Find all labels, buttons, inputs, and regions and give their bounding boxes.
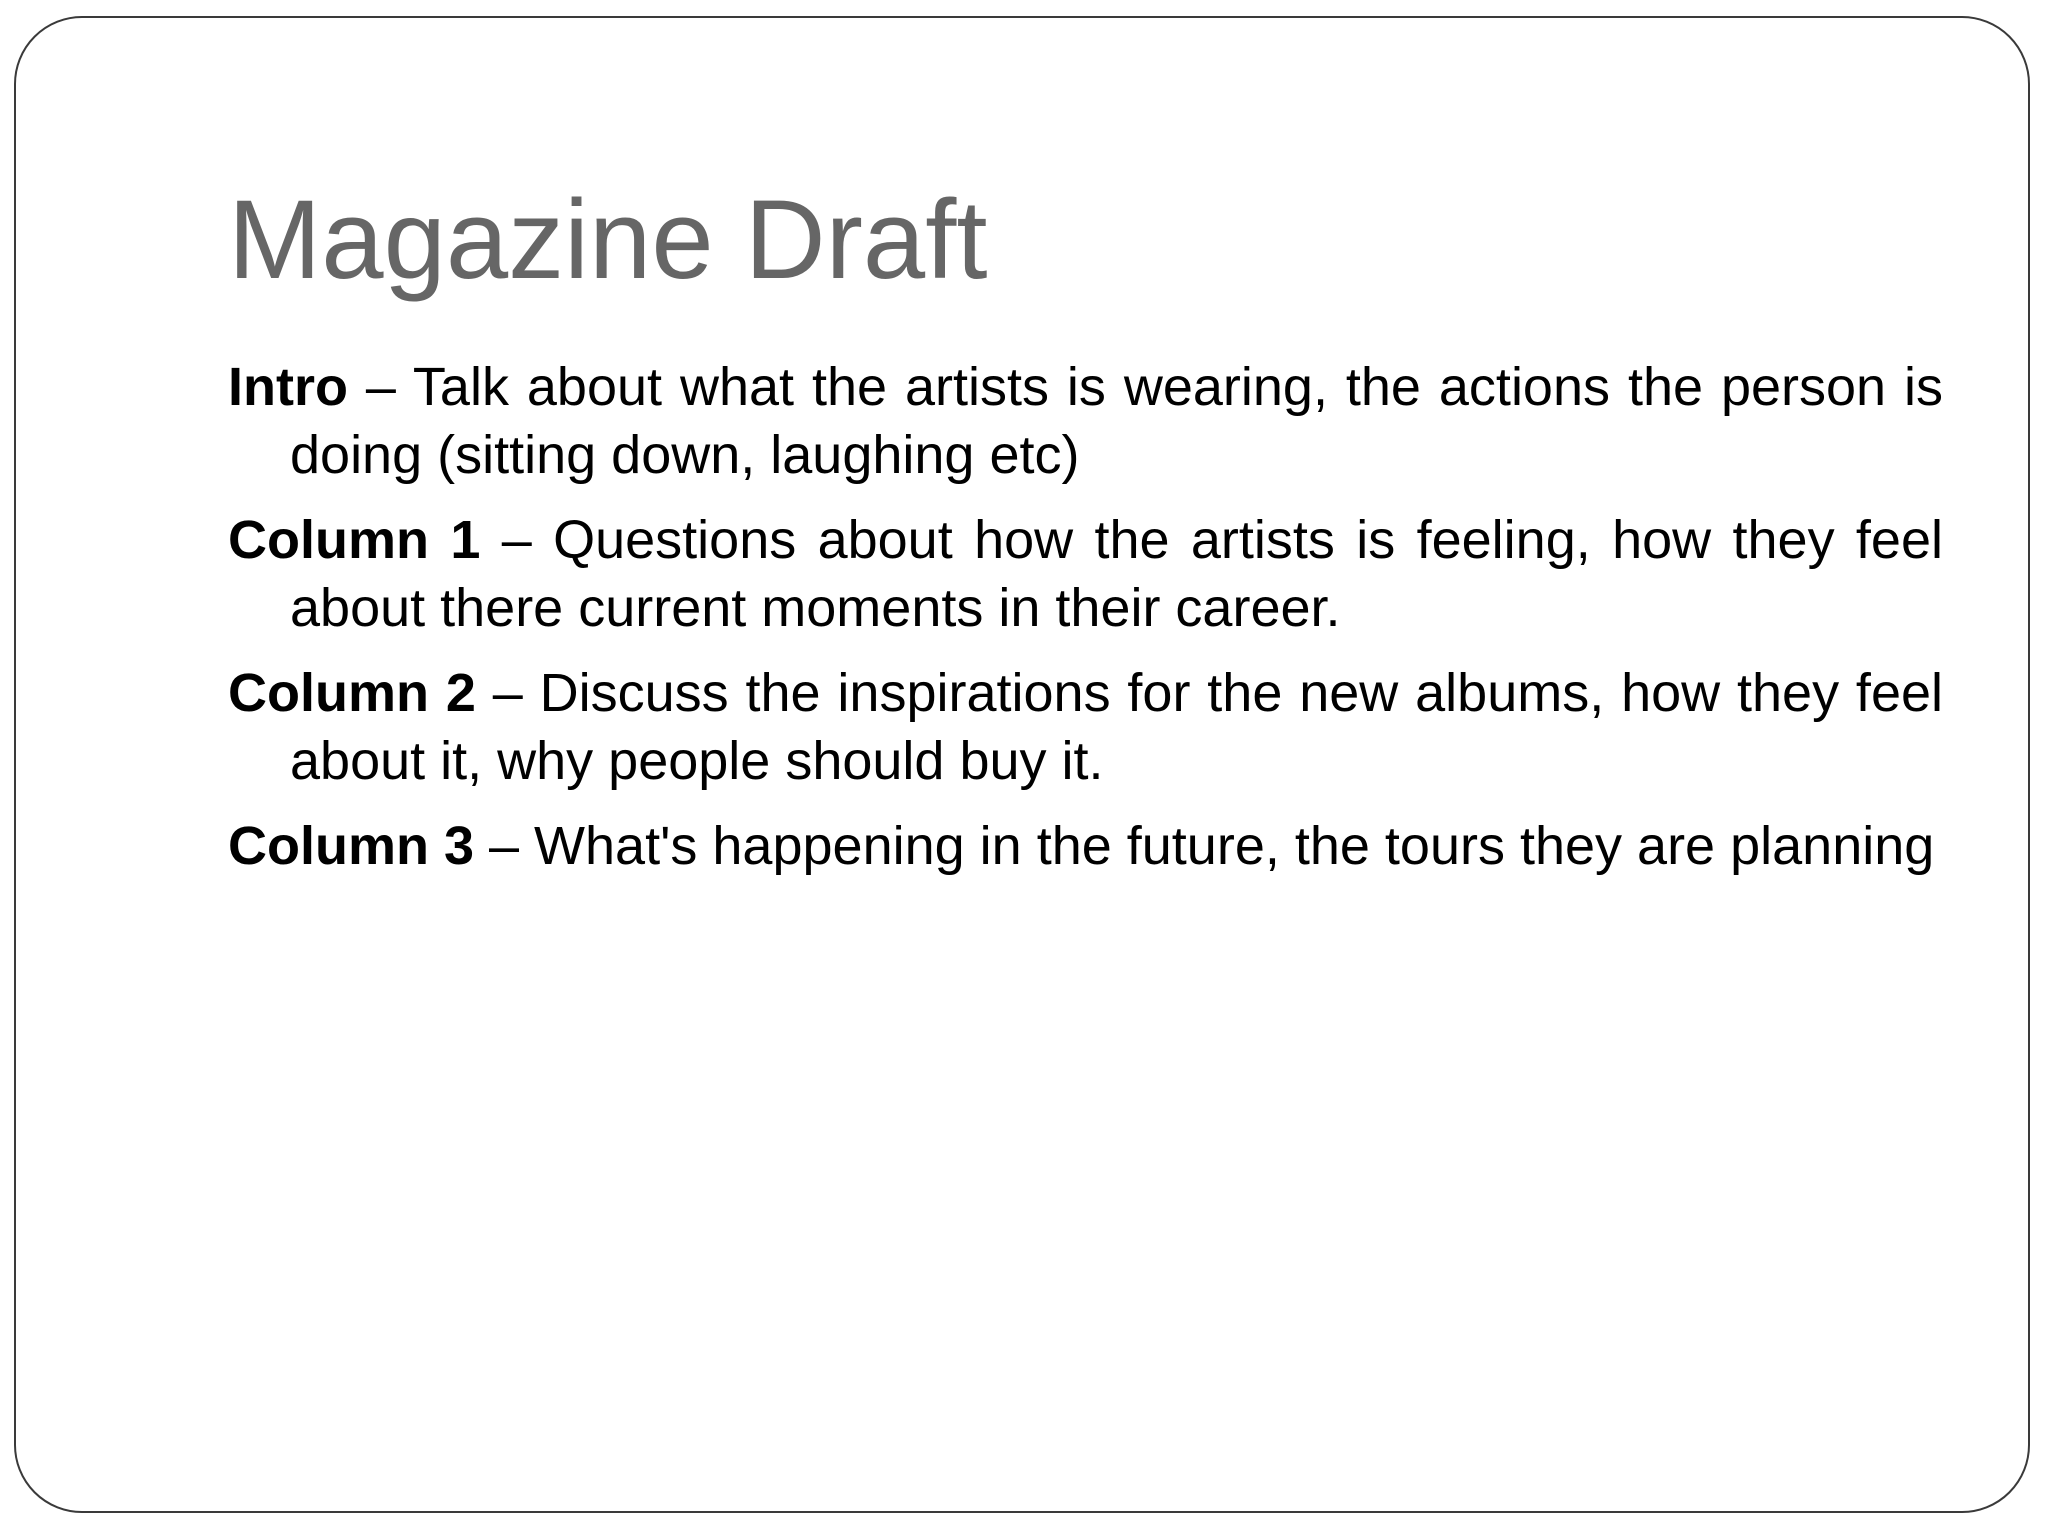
slide-frame <box>14 16 2030 1513</box>
item-text: – Talk about what the artists is wearing, the actions the person is doing (sitting down, laughing etc) <box>290 357 1943 485</box>
item-label: Column 3 <box>228 816 475 876</box>
item-label: Intro <box>228 357 348 417</box>
bullet-list <box>228 353 1943 897</box>
item-label: Column 2 <box>228 663 476 723</box>
list-item-intro <box>228 353 1943 489</box>
item-text: – What's happening in the future, the tours they are planning <box>474 816 1935 876</box>
item-text: – Discuss the inspirations for the new albums, how they feel about it, why people should buy it. <box>290 663 1943 791</box>
list-item-column-1 <box>228 506 1943 642</box>
list-item-column-3 <box>228 812 1943 880</box>
slide-title: Magazine Draft <box>228 177 988 302</box>
item-label: Column 1 <box>228 510 481 570</box>
list-item-column-2 <box>228 659 1943 795</box>
item-text: – Questions about how the artists is feeling, how they feel about there current moments in their career. <box>290 510 1943 638</box>
